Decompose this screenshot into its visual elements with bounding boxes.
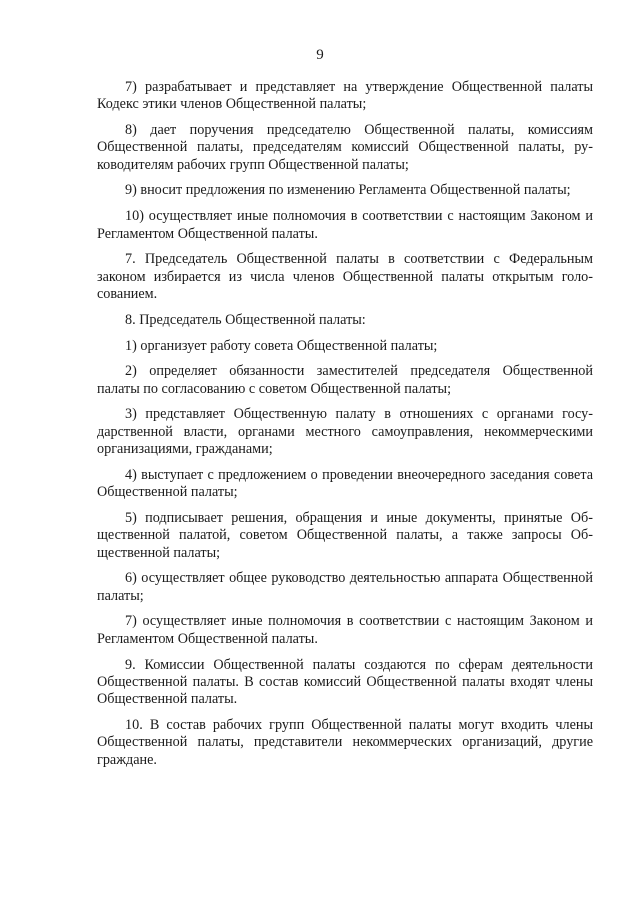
paragraph-chair-item-2: 2) определяет обязанности заместителей председателя Общественной палаты по согласованию с советом Общественной палаты; bbox=[97, 363, 593, 397]
paragraph-section-8: 8. Председатель Общественной палаты: bbox=[125, 311, 366, 328]
paragraph-item-9: 9) вносит предложения по изменению Регламента Общественной палаты; bbox=[125, 182, 571, 199]
paragraph-chair-item-5: 5) подписывает решения, обращения и иные документы, принятые Общественной палатой, советом Общественной палаты, а также запросы Общественной палаты; bbox=[97, 509, 593, 561]
document-body bbox=[97, 79, 593, 777]
paragraph-section-9: 9. Комиссии Общественной палаты создаются по сферам деятельности Общественной палаты. В состав комиссий Общественной палаты входят члены Общественной палаты. bbox=[97, 656, 593, 708]
paragraph-chair-item-1: 1) организует работу совета Общественной палаты; bbox=[125, 337, 438, 354]
paragraph-section-7: 7. Председатель Общественной палаты в соответствии с Федеральным законом избирается из числа членов Общественной палаты открытым голосованием. bbox=[97, 251, 593, 302]
paragraph-item-7: 7) разрабатывает и представляет на утверждение Общественной палаты Кодекс этики членов Общественной палаты; bbox=[97, 79, 593, 113]
paragraph-chair-item-7: 7) осуществляет иные полномочия в соответствии с настоящим Законом и Регламентом Общественной палаты. bbox=[97, 613, 593, 647]
paragraph-section-10: 10. В состав рабочих групп Общественной палаты могут входить члены Общественной палаты, представители некоммерческих организаций, другие граждане. bbox=[97, 716, 593, 768]
paragraph-item-8: 8) дает поручения председателю Общественной палаты, комиссиям Общественной палаты, председателям комиссий Общественной палаты, руководителям рабочих групп Общественной палаты; bbox=[97, 122, 593, 173]
paragraph-chair-item-4: 4) выступает с предложением о проведении внеочередного заседания совета Общественной палаты; bbox=[97, 466, 593, 501]
paragraph-item-10: 10) осуществляет иные полномочия в соответствии с настоящим Законом и Регламентом Общественной палаты. bbox=[97, 208, 593, 242]
paragraph-chair-item-6: 6) осуществляет общее руководство деятельностью аппарата Общественной палаты; bbox=[97, 570, 593, 604]
page-number: 9 bbox=[316, 47, 324, 63]
paragraph-chair-item-3: 3) представляет Общественную палату в отношениях с органами государственной власти, органами местного самоуправления, некоммерческими организациями, гражданами; bbox=[97, 406, 593, 458]
